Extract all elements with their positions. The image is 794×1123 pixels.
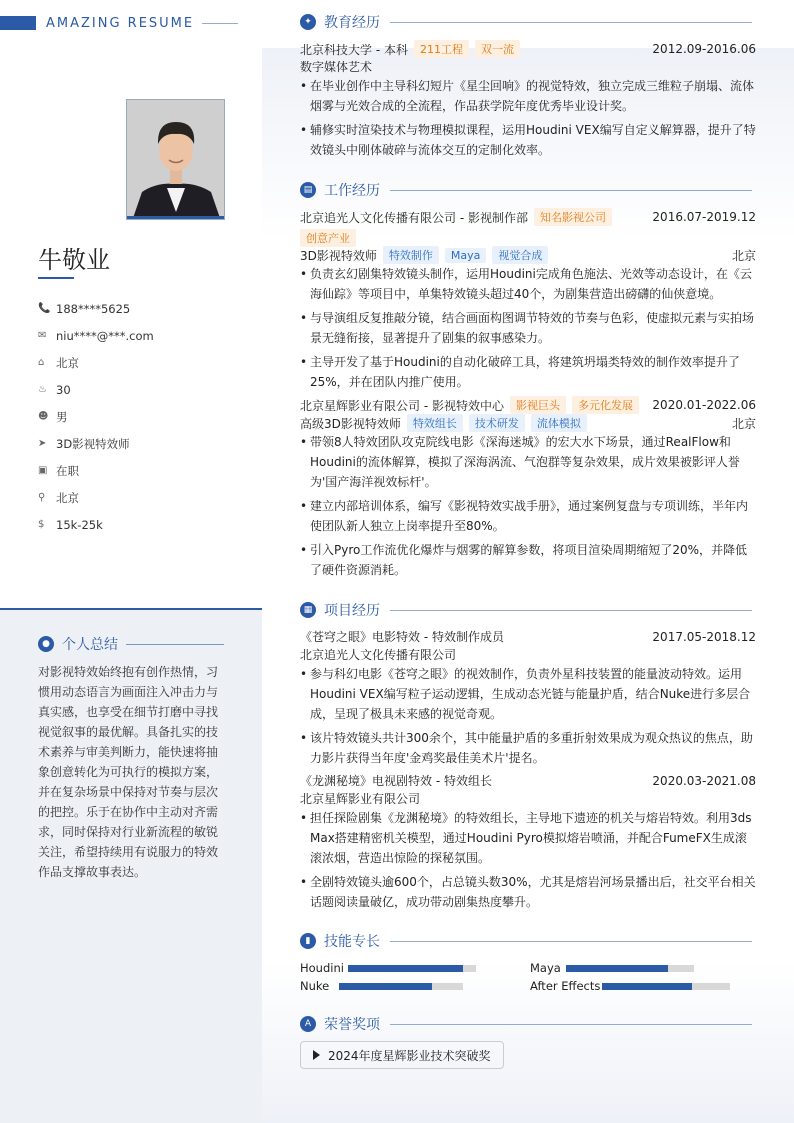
project-org-row — [300, 646, 756, 663]
education-bullets — [300, 76, 756, 164]
graduation-cap-icon: ✦ — [300, 14, 316, 30]
info-item — [38, 349, 238, 376]
info-item — [38, 457, 238, 484]
skill-bar — [339, 983, 463, 990]
play-icon — [313, 1050, 320, 1060]
skills-title: 技能专长 — [324, 934, 380, 950]
job-bullets — [300, 264, 756, 396]
skill-bar — [348, 965, 476, 972]
honors-divider — [390, 1024, 752, 1025]
list-item: • 建立内部培训体系，编写《影视特效实战手册》，通过案例复盘与专项训练，半年内使团队新人独立上岗率提升至80%。 — [300, 496, 756, 536]
list-item: • 主导开发了基于Houdini的自动化破碎工具，将建筑坍塌类特效的制作效率提升了25%，并在团队内推广使用。 — [300, 352, 756, 392]
info-text: 15k-25k — [56, 517, 103, 532]
list-item: • 全剧特效镜头逾600个，占总镜头数30%，尤其是熔岩河场景播出后，社交平台相关话题阅读量破亿，成功带动剧集热度攀升。 — [300, 872, 756, 912]
job-role-row — [300, 414, 756, 432]
project-bullets — [300, 664, 756, 772]
info-text: 男 — [56, 409, 68, 424]
list-item: • 负责玄幻剧集特效镜头制作，运用Houdini完成角色施法、光效等动态设计，在《云海仙踪》等项目中，单集特效镜头超过40个，为剧集营造出磅礴的仙侠意境。 — [300, 264, 756, 304]
skills-heading — [300, 931, 752, 951]
summary-divider — [126, 644, 224, 645]
role-tag: 流体模拟 — [531, 414, 587, 432]
skills-divider — [390, 941, 752, 942]
projects-title: 项目经历 — [324, 603, 380, 619]
role-tag: 技术研发 — [469, 414, 525, 432]
education-tag: 211工程 — [414, 40, 469, 58]
skill-bar — [566, 965, 694, 972]
info-text: 北京 — [56, 355, 79, 370]
project-name: 《苍穹之眼》电影特效 - 特效制作成员 — [300, 630, 504, 644]
person-name: 牛敬业 — [38, 246, 110, 274]
brand-divider — [202, 23, 238, 24]
summary-text: 对影视特效始终抱有创作热情，习惯用动态语言为画面注入冲击力与真实感，也享受在细节打磨中寻找视觉叙事的最优解。具备扎实的技术素养与审美判断力，能快速将抽象创意转化为可执行的模拟方案，并在复杂场景中保持对节奏与层次的把控。乐于在协作中主动对齐需求，同时保持对行业新流程的敏锐关注，希望持续用有说服力的特效作品支撑故事表达。 — [38, 665, 219, 879]
education-divider — [390, 22, 752, 23]
info-item — [38, 295, 238, 322]
briefcase-icon: ▣ — [38, 465, 48, 476]
project-row — [300, 772, 756, 789]
project-bullets — [300, 808, 756, 916]
honors-heading — [300, 1014, 752, 1034]
salary-icon: $ — [38, 519, 45, 530]
info-item — [38, 511, 238, 538]
send-icon: ➤ — [38, 438, 47, 449]
skill-fill — [339, 983, 432, 990]
skill-item — [300, 961, 476, 975]
skill-name: After Effects — [530, 979, 601, 993]
phone-icon: 📞 — [38, 303, 51, 314]
role-tag: 特效制作 — [383, 246, 439, 264]
info-text: 北京 — [56, 490, 79, 505]
avatar-image — [127, 100, 225, 220]
project-name: 《龙渊秘境》电视剧特效 - 特效组长 — [300, 774, 492, 788]
job-role-row — [300, 246, 756, 264]
job-company-row — [300, 396, 756, 414]
projects-heading — [300, 600, 752, 620]
list-item: • 在毕业创作中主导科幻短片《星尘回响》的视觉特效，独立完成三维粒子崩塌、流体烟雾与光效合成的全流程，作品获学院年度优秀毕业设计奖。 — [300, 76, 756, 116]
skill-item — [300, 979, 463, 993]
briefcase-icon: ▤ — [300, 182, 316, 198]
job-company: 北京追光人文化传播有限公司 - 影视制作部 — [300, 210, 528, 225]
job-date: 2020.01-2022.06 — [652, 398, 756, 412]
list-item: • 该片特效镜头共计300余个，其中能量护盾的多重折射效果成为观众热议的焦点，助力影片获得当年度'金鸡奖最佳美术片'提名。 — [300, 728, 756, 768]
job-role: 3D影视特效师 — [300, 248, 377, 263]
job-role: 高级3D影视特效师 — [300, 416, 401, 431]
project-org: 北京追光人文化传播有限公司 — [300, 648, 457, 662]
job-date: 2016.07-2019.12 — [652, 210, 756, 224]
school-name: 北京科技大学 - 本科 — [300, 42, 408, 57]
gender-icon: ☻ — [38, 411, 49, 422]
summary-title: 个人总结 — [62, 637, 118, 653]
job-tag: 知名影视公司 — [534, 208, 612, 226]
grid-icon: ▦ — [300, 602, 316, 618]
job-tag: 创意产业 — [300, 229, 356, 247]
info-item — [38, 403, 238, 430]
job-company: 北京星辉影业有限公司 - 影视特效中心 — [300, 398, 504, 413]
education-heading — [300, 12, 752, 32]
skill-name: Maya — [530, 961, 561, 975]
info-text: 3D影视特效师 — [56, 436, 130, 451]
brand-text: AMAZING RESUME — [46, 15, 195, 31]
skill-fill — [348, 965, 463, 972]
project-row — [300, 628, 756, 645]
award-label: 2024年度星辉影业技术突破奖 — [328, 1048, 491, 1063]
list-item: • 担任探险剧集《龙渊秘境》的特效组长，主导地下遗迹的机关与熔岩特效。利用3ds Max搭建精密机关模型，通过Houdini Pyro模拟熔岩喷涌，并配合FumeFX生成滚滚浓烟，营造出惊险的探秘氛围。 — [300, 808, 756, 868]
major-name: 数字媒体艺术 — [300, 60, 373, 74]
mail-icon: ✉ — [38, 330, 47, 341]
skill-item — [530, 961, 694, 975]
skill-fill — [602, 983, 692, 990]
skill-item — [530, 979, 730, 993]
list-item: • 参与科幻电影《苍穹之眼》的视效制作，负责外星科技装置的能量波动特效。运用Houdini VEX编写粒子运动逻辑，生成动态光链与能量护盾，结合Nuke进行多层合成，呈现了极具未来感的视觉奇观。 — [300, 664, 756, 724]
list-item: • 与导演组反复推敲分镜，结合画面构图调节特效的节奏与色彩，使虚拟元素与实拍场景无缝衔接，显著提升了剧集的叙事感染力。 — [300, 308, 756, 348]
info-item — [38, 430, 238, 457]
skill-fill — [566, 965, 668, 972]
honors-title: 荣誉奖项 — [324, 1017, 380, 1033]
work-divider — [390, 190, 752, 191]
major-row — [300, 58, 756, 75]
job-tag: 影视巨头 — [510, 396, 566, 414]
skill-bar — [602, 983, 730, 990]
job-tag: 多元化发展 — [572, 396, 639, 414]
education-title: 教育经历 — [324, 15, 380, 31]
brand-bar — [0, 16, 36, 30]
info-item — [38, 484, 238, 511]
award-icon: A — [300, 1016, 316, 1032]
personal-info-list — [38, 295, 238, 538]
skill-name: Nuke — [300, 979, 330, 993]
project-date: 2020.03-2021.08 — [652, 773, 756, 788]
list-item: • 带领8人特效团队攻克院线电影《深海迷城》的宏大水下场景，通过RealFlow和Houdini的流体解算，模拟了深海涡流、气泡群等复杂效果，成片效果被影评人誉为'国产海洋视效标杆'。 — [300, 432, 756, 492]
info-text: 在职 — [56, 463, 79, 478]
job-tag-row — [300, 229, 756, 247]
name-underline — [38, 277, 74, 279]
list-item: • 引入Pyro工作流优化爆炸与烟雾的解算参数，将项目渲染周期缩短了20%，并降低了硬件资源消耗。 — [300, 540, 756, 580]
work-heading — [300, 180, 752, 200]
award-item — [300, 1041, 504, 1069]
info-text: 188****5625 — [56, 301, 131, 316]
info-text: niu****@***.com — [56, 328, 154, 343]
info-item — [38, 322, 238, 349]
avatar-underline — [127, 216, 224, 219]
job-city: 北京 — [731, 248, 756, 263]
home-icon: ⌂ — [38, 357, 45, 368]
user-icon: ● — [38, 636, 54, 652]
education-date: 2012.09-2016.06 — [652, 42, 756, 56]
project-date: 2017.05-2018.12 — [652, 629, 756, 644]
cake-icon: ♨ — [38, 384, 47, 395]
avatar — [126, 99, 225, 220]
brand-header — [0, 16, 238, 30]
summary-heading — [38, 634, 224, 654]
project-org-row — [300, 790, 756, 807]
job-city: 北京 — [731, 416, 756, 431]
skill-name: Houdini — [300, 961, 344, 975]
info-text: 30 — [56, 382, 71, 397]
list-item: • 辅修实时渲染技术与物理模拟课程，运用Houdini VEX编写自定义解算器，提升了特效镜头中刚体破碎与流体交互的定制化效率。 — [300, 120, 756, 160]
role-tag: 特效组长 — [407, 414, 463, 432]
info-item — [38, 376, 238, 403]
bar-chart-icon: ▮ — [300, 933, 316, 949]
job-company-row — [300, 208, 756, 226]
location-icon: ⚲ — [38, 492, 46, 503]
role-tag: Maya — [445, 248, 486, 263]
job-bullets — [300, 432, 756, 584]
role-tag: 视觉合成 — [492, 246, 548, 264]
education-row — [300, 40, 756, 58]
work-title: 工作经历 — [324, 183, 380, 199]
projects-divider — [390, 610, 752, 611]
project-org: 北京星辉影业有限公司 — [300, 792, 421, 806]
education-tag: 双一流 — [475, 40, 520, 58]
